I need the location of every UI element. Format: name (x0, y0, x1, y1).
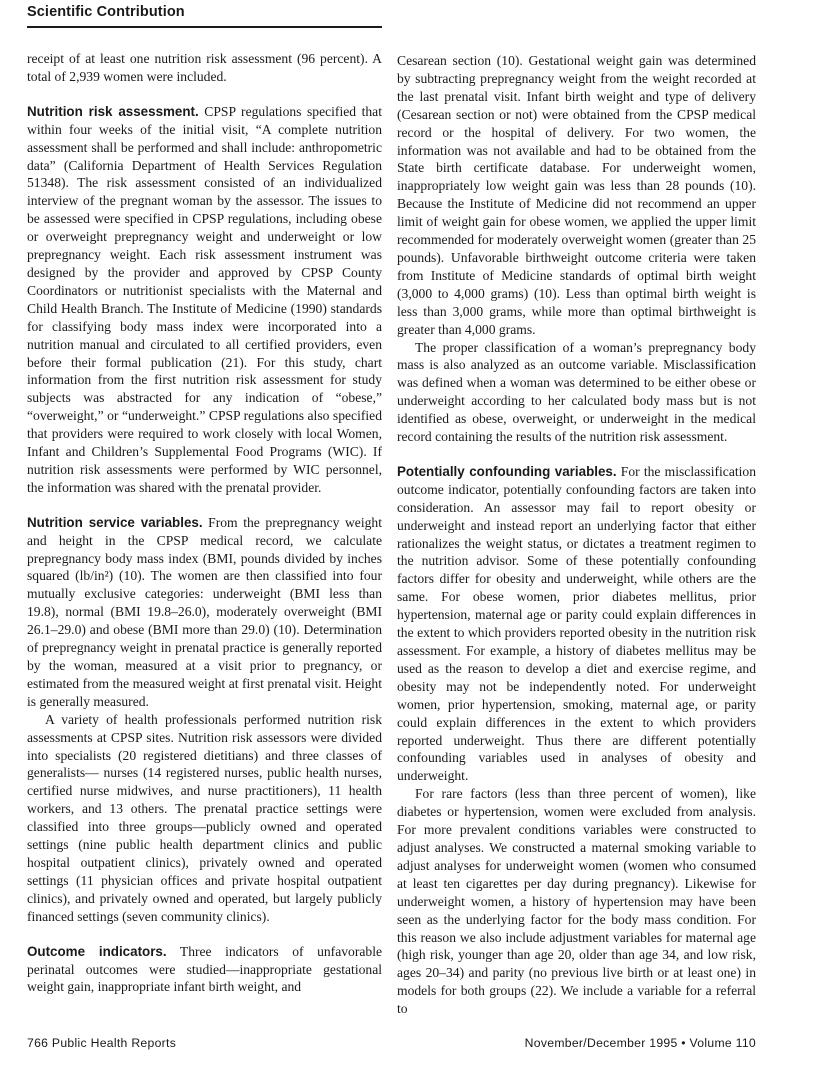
section-label: Scientific Contribution (27, 4, 185, 20)
paragraph (27, 50, 382, 86)
paragraph (397, 785, 756, 1018)
paragraph (27, 711, 382, 926)
header-rule (27, 26, 382, 28)
paragraph-text: For the misclassification outcome indicator, potentially confounding factors are taken into consideration. An assessor may fail to report obesity or underweight and instead report an underlying factor that either rationalizes the weight status, or dictates a treatment regimen to the nutrition advisor. Some of these potentially confounding factors differ for obesity and underweight, while others are the same. For obese women, prior diabetes mellitus, prior hypertension, maternal age or parity could explain differences in the extent to which providers reported obesity in the nutrition risk assessment. For example, a history of diabetes mellitus may be used as the reason to develop a diet and exercise regime, and obesity may not be independently noted. For underweight women, prior hypertension, smoking, maternal age, or parity could explain differences in the extent to which providers reported underweight. Thus there are different potentially confounding variables used in analyses of obesity and underweight. (397, 463, 757, 784)
paragraph-text: A variety of health professionals performed nutrition risk assessments at CPSP sites. Nutrition risk assessors were divided into specialists (20 registered dietitians) and three classes of generalists— nurses (14 registered nurses, public health nurses, certified nurse midwives, and nurse practitioners), 11 health workers, and 13 others. The prenatal practice settings were classified into three groups—publicly owned and operated settings (nine public health department clinics and public hospital outpatient clinics), privately owned and operated settings (11 physician offices and private hospital outpatient clinics), and privately owned and operated, but largely publicly financed settings (seven community clinics). (27, 711, 382, 924)
paragraph-text: From the prepregnancy weight and height in the CPSP medical record, we calculate prepregnancy body mass index (BMI, pounds divided by inches squared (lb/in²) (10). The women are then classified into four mutually exclusive categories: underweight (BMI less than 19.8), normal (BMI 19.8–26.0), moderately overweight (BMI 26.1–29.0) and obese (BMI more than 29.0) (10). Determination of prepregnancy weight in prenatal practice is generally reported by the woman, measured at a visit prior to pregnancy, or estimated from the measured weight at first prenatal visit. Height is generally measured. (27, 514, 382, 709)
run-in-heading: Nutrition risk assessment. (27, 103, 199, 119)
run-in-heading: Nutrition service variables. (27, 514, 203, 530)
paragraph-text: receipt of at least one nutrition risk assessment (96 percent). A total of 2,939 women were included. (27, 51, 382, 84)
right-column (397, 52, 756, 1018)
paragraph (27, 103, 382, 497)
left-column (27, 50, 382, 996)
footer-issue: November/December 1995 • Volume 110 (524, 1036, 756, 1050)
paragraph-text: CPSP regulations specified that within four weeks of the initial visit, “A complete nutrition assessment shall be performed and shall include: anthropometric data” (California Department of Health Services Regulation 51348). The risk assessment consisted of an individualized interview of the pregnant woman by the assessor. The issues to be assessed were specified in CPSP regulations, including obese or overweight prepregnancy weight and underweight or low prepregnancy weight. Each risk assessment instrument was designed by the provider and approved by CPSP County Coordinators or nutritionist specialists with the Maternal and Child Health Branch. The Institute of Medicine (1990) standards for classifying body mass index were incorporated into a nutrition manual and circulated to all certified providers, even before their formal publication (21). For this study, chart information from the first nutrition risk assessment for study subjects was abstracted for any indication of “obese,” “overweight,” or “underweight.” CPSP regulations also specified that providers were required to work closely with local Women, Infant and Children’s Supplemental Food Programs (WIC). If nutrition risk assessments were performed by WIC personnel, the information was shared with the prenatal provider. (27, 103, 382, 495)
paragraph-text: For rare factors (less than three percent of women), like diabetes or hypertension, women were excluded from analysis. For more prevalent conditions variables were constructed to adjust analyses. We constructed a maternal smoking variable to adjust analyses for underweight women (women who consumed at least ten cigarettes per day during pregnancy). Likewise for underweight women, a history of hypertension may have been seen as the underlying factor for the body mass condition. For this reason we also include adjustment variables for maternal age (high risk, younger than age 20, older than age 34, and low risk, ages 20–34) and parity (no previous live birth or at least one) in models for both groups (22). We include a variable for a referral to (397, 786, 756, 1017)
run-in-heading: Potentially confounding variables. (397, 463, 617, 479)
paragraph-text: Cesarean section (10). Gestational weight gain was determined by subtracting prepregnancy weight from the weight recorded at the last prenatal visit. Infant birth weight and type of delivery (Cesarean section or not) were obtained from the CPSP medical record or the hospital of delivery. For two women, the information was not available and had to be obtained from the State birth certificate database. For underweight women, inappropriately low weight gain was less than 28 pounds (10). Because the Institute of Medicine did not recommend an upper limit of weight gain for obese women, we applied the upper limit recommended for moderately overweight women (greater than 25 pounds). Unfavorable birthweight outcome criteria were taken from Institute of Medicine standards of optimal birth weight (3,000 to 4,000 grams) (10). Less than optimal birth weight is less than 3,000 grams, while more than optimal birthweight is greater than 4,000 grams. (397, 53, 756, 337)
paragraph (27, 514, 382, 711)
paragraph-text: The proper classification of a woman’s prepregnancy body mass is also analyzed as an outcome variable. Misclassification was defined when a woman was determined to be either obese or underweight according to her calculated body mass but is not identified as obese, overweight, or underweight in the medical record containing the results of the nutrition risk assessment. (397, 339, 756, 445)
paragraph (397, 52, 756, 339)
run-in-heading: Outcome indicators. (27, 943, 167, 959)
paragraph (397, 463, 756, 785)
paragraph-text: Three indicators of unfavorable perinatal outcomes were studied—inappropriate gestational weight gain, inappropriate infant birth weight, and (27, 943, 383, 995)
paragraph (397, 339, 756, 446)
footer-page-journal: 766 Public Health Reports (27, 1036, 177, 1050)
paragraph (27, 943, 382, 997)
